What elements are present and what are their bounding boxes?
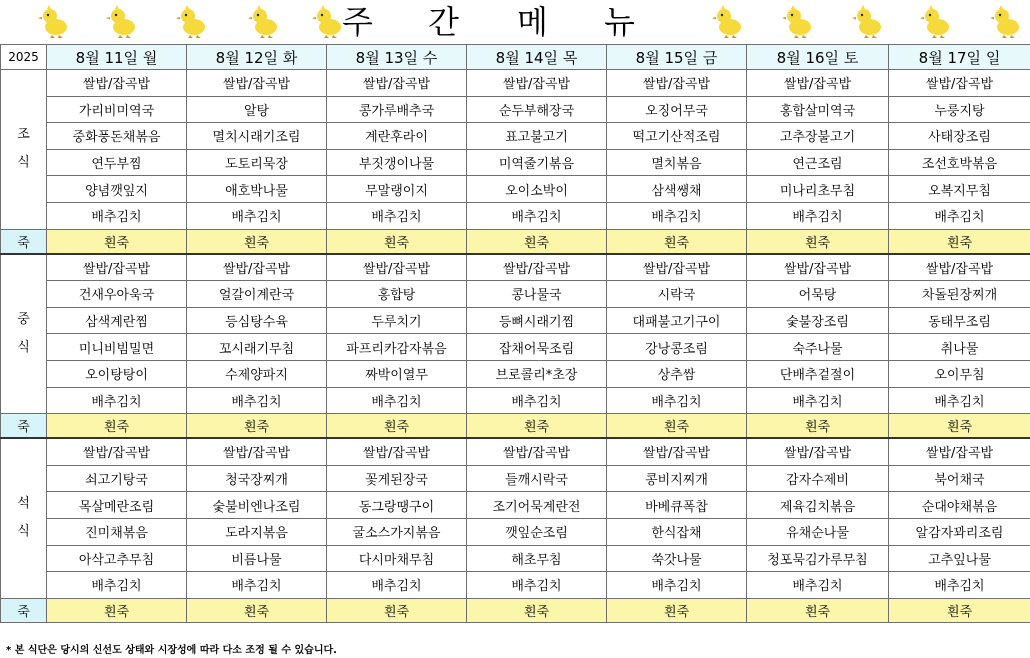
menu-item: 쌀밥/잡곡밥 [889, 254, 1030, 281]
menu-item: 바베큐폭찹 [607, 492, 747, 519]
menu-item: 잡채어묵조림 [467, 334, 607, 361]
menu-item: 취나물 [889, 334, 1030, 361]
menu-item: 꼬시래기무침 [187, 334, 327, 361]
menu-item: 쇠고기탕국 [47, 465, 187, 492]
menu-item: 쌀밥/잡곡밥 [607, 70, 747, 97]
menu-item: 배추김치 [889, 387, 1030, 414]
menu-item: 쌀밥/잡곡밥 [889, 438, 1030, 465]
menu-item: 단배추겉절이 [747, 360, 889, 387]
menu-item: 고추잎나물 [889, 545, 1030, 572]
porridge-label: 죽 [1, 414, 47, 439]
menu-item: 아삭고추무침 [47, 545, 187, 572]
menu-item: 배추김치 [607, 387, 747, 414]
menu-item: 가리비미역국 [47, 96, 187, 123]
menu-item: 건새우아욱국 [47, 281, 187, 308]
menu-item: 들깨시락국 [467, 465, 607, 492]
menu-row [1, 96, 1030, 123]
meal-label-char: 식 [17, 339, 30, 355]
porridge-item: 흰죽 [607, 229, 747, 254]
menu-item: 쌀밥/잡곡밥 [47, 70, 187, 97]
porridge-item: 흰죽 [47, 414, 187, 439]
duckling-icon [312, 4, 346, 38]
day-header: 8월 12일 화 [187, 45, 327, 70]
menu-item: 숯불비엔나조림 [187, 492, 327, 519]
menu-item: 배추김치 [187, 572, 327, 599]
title-bar [0, 0, 1030, 44]
menu-item: 배추김치 [327, 202, 467, 229]
menu-item: 감자수제비 [747, 465, 889, 492]
menu-item: 다시마채무침 [327, 545, 467, 572]
porridge-item: 흰죽 [467, 414, 607, 439]
porridge-item: 흰죽 [187, 229, 327, 254]
duckling-icon [106, 4, 140, 38]
porridge-row [1, 598, 1030, 622]
porridge-row [1, 414, 1030, 439]
menu-item: 배추김치 [889, 202, 1030, 229]
menu-item: 배추김치 [747, 387, 889, 414]
menu-item: 쌀밥/잡곡밥 [467, 70, 607, 97]
menu-item: 연두부찜 [47, 149, 187, 176]
menu-item: 쌀밥/잡곡밥 [607, 254, 747, 281]
day-header: 8월 17일 일 [889, 45, 1030, 70]
duckling-icon [712, 4, 746, 38]
porridge-row [1, 229, 1030, 254]
menu-item: 파프리카감자볶음 [327, 334, 467, 361]
porridge-item: 흰죽 [467, 598, 607, 622]
porridge-item: 흰죽 [889, 598, 1030, 622]
menu-item: 배추김치 [327, 572, 467, 599]
menu-item: 도토리묵장 [187, 149, 327, 176]
year-cell: 2025 [1, 45, 47, 70]
menu-row [1, 334, 1030, 361]
menu-item: 쌀밥/잡곡밥 [327, 254, 467, 281]
menu-row [1, 254, 1030, 281]
menu-item: 쌀밥/잡곡밥 [889, 70, 1030, 97]
menu-item: 쌀밥/잡곡밥 [187, 254, 327, 281]
duckling-icon [176, 4, 210, 38]
porridge-item: 흰죽 [327, 229, 467, 254]
menu-item: 꽃게된장국 [327, 465, 467, 492]
menu-item: 배추김치 [747, 202, 889, 229]
menu-row [1, 123, 1030, 150]
menu-item: 비름나물 [187, 545, 327, 572]
menu-row [1, 518, 1030, 545]
menu-item: 배추김치 [47, 387, 187, 414]
title-char-2: 간 [428, 3, 459, 41]
porridge-item: 흰죽 [747, 598, 889, 622]
menu-item: 배추김치 [607, 572, 747, 599]
menu-item: 조기어묵계란전 [467, 492, 607, 519]
menu-item: 쌀밥/잡곡밥 [467, 254, 607, 281]
menu-item: 시락국 [607, 281, 747, 308]
menu-item: 쌀밥/잡곡밥 [747, 70, 889, 97]
menu-item: 오복지무침 [889, 176, 1030, 203]
menu-row [1, 202, 1030, 229]
menu-item: 멸치시래기조림 [187, 123, 327, 150]
menu-item: 미나리초무침 [747, 176, 889, 203]
menu-item: 상추쌈 [607, 360, 747, 387]
menu-row [1, 438, 1030, 465]
menu-item: 목살메란조림 [47, 492, 187, 519]
meal-label-char: 조 [17, 127, 30, 143]
menu-item: 어묵탕 [747, 281, 889, 308]
menu-item: 청국장찌개 [187, 465, 327, 492]
menu-item: 한식잡채 [607, 518, 747, 545]
menu-item: 등심탕수육 [187, 307, 327, 334]
menu-item: 유채순나물 [747, 518, 889, 545]
menu-item: 계란후라이 [327, 123, 467, 150]
porridge-item: 흰죽 [607, 414, 747, 439]
menu-item: 배추김치 [467, 572, 607, 599]
duckling-icon [248, 4, 282, 38]
menu-item: 알감자꽈리조림 [889, 518, 1030, 545]
menu-item: 도라지볶음 [187, 518, 327, 545]
menu-item: 배추김치 [467, 387, 607, 414]
menu-row [1, 281, 1030, 308]
menu-item: 등뼈시래기찜 [467, 307, 607, 334]
menu-item: 미니비빔밀면 [47, 334, 187, 361]
menu-item: 쌀밥/잡곡밥 [327, 70, 467, 97]
menu-item: 쌀밥/잡곡밥 [47, 438, 187, 465]
porridge-item: 흰죽 [47, 598, 187, 622]
menu-item: 순두부해장국 [467, 96, 607, 123]
menu-item: 차돌된장찌개 [889, 281, 1030, 308]
menu-row [1, 572, 1030, 599]
menu-item: 브로콜리*초장 [467, 360, 607, 387]
meal-label-char: 석 [17, 496, 30, 512]
meal-label-char: 식 [17, 524, 30, 540]
title-char-3: 메 [517, 3, 548, 41]
menu-item: 쑥갓나물 [607, 545, 747, 572]
menu-item: 제육김치볶음 [747, 492, 889, 519]
menu-row [1, 465, 1030, 492]
menu-item: 진미채볶음 [47, 518, 187, 545]
day-header: 8월 13일 수 [327, 45, 467, 70]
porridge-item: 흰죽 [747, 229, 889, 254]
porridge-item: 흰죽 [187, 598, 327, 622]
menu-item: 떡고기산적조림 [607, 123, 747, 150]
menu-item: 표고불고기 [467, 123, 607, 150]
menu-item: 쌀밥/잡곡밥 [47, 254, 187, 281]
menu-item: 굴소스가지볶음 [327, 518, 467, 545]
menu-item: 오이소박이 [467, 176, 607, 203]
menu-item: 쌀밥/잡곡밥 [467, 438, 607, 465]
duckling-icon [38, 4, 72, 38]
porridge-item: 흰죽 [889, 414, 1030, 439]
menu-item: 북어채국 [889, 465, 1030, 492]
menu-item: 숙주나물 [747, 334, 889, 361]
lunch-label [1, 254, 47, 414]
porridge-item: 흰죽 [467, 229, 607, 254]
menu-item: 사태장조림 [889, 123, 1030, 150]
menu-item: 대패불고기구이 [607, 307, 747, 334]
meal-label-char: 식 [17, 155, 30, 171]
menu-item: 콩나물국 [467, 281, 607, 308]
menu-item: 배추김치 [607, 202, 747, 229]
menu-item: 쌀밥/잡곡밥 [747, 438, 889, 465]
duckling-icon [852, 4, 886, 38]
title-char-4: 뉴 [604, 3, 635, 41]
menu-item: 애호박나물 [187, 176, 327, 203]
menu-item: 쌀밥/잡곡밥 [747, 254, 889, 281]
menu-row [1, 307, 1030, 334]
menu-item: 오징어무국 [607, 96, 747, 123]
menu-item: 해초무침 [467, 545, 607, 572]
footnote: * 본 식단은 당시의 신선도 상태와 시장성에 따라 다소 조정 될 수 있습니다. [6, 645, 337, 656]
menu-item: 고추장불고기 [747, 123, 889, 150]
porridge-item: 흰죽 [607, 598, 747, 622]
porridge-item: 흰죽 [327, 598, 467, 622]
menu-item: 배추김치 [327, 387, 467, 414]
porridge-item: 흰죽 [47, 229, 187, 254]
menu-item: 쌀밥/잡곡밥 [607, 438, 747, 465]
menu-item: 깻잎순조림 [467, 518, 607, 545]
menu-row [1, 492, 1030, 519]
porridge-item: 흰죽 [327, 414, 467, 439]
menu-item: 얼갈이계란국 [187, 281, 327, 308]
menu-item: 부짓갱이나물 [327, 149, 467, 176]
menu-row [1, 149, 1030, 176]
menu-item: 연근조림 [747, 149, 889, 176]
menu-row [1, 387, 1030, 414]
menu-item: 알탕 [187, 96, 327, 123]
menu-item: 삼색쌩채 [607, 176, 747, 203]
menu-item: 조선호박볶음 [889, 149, 1030, 176]
duckling-icon [782, 4, 816, 38]
menu-item: 짜박이열무 [327, 360, 467, 387]
menu-item: 홍합살미역국 [747, 96, 889, 123]
menu-item: 쌀밥/잡곡밥 [187, 438, 327, 465]
menu-item: 배추김치 [889, 572, 1030, 599]
menu-item: 동그랑땡구이 [327, 492, 467, 519]
menu-item: 두루치기 [327, 307, 467, 334]
menu-item: 배추김치 [467, 202, 607, 229]
menu-item: 배추김치 [47, 572, 187, 599]
weekly-menu-table [0, 44, 1030, 623]
title-char-1: 주 [342, 3, 373, 41]
menu-row [1, 70, 1030, 97]
menu-item: 동태무조림 [889, 307, 1030, 334]
dinner-label [1, 438, 47, 598]
menu-item: 청포묵김가루무침 [747, 545, 889, 572]
menu-item: 배추김치 [47, 202, 187, 229]
menu-item: 무말랭이지 [327, 176, 467, 203]
menu-item: 오이무침 [889, 360, 1030, 387]
porridge-label: 죽 [1, 598, 47, 622]
menu-item: 숯불장조림 [747, 307, 889, 334]
breakfast-label [1, 70, 47, 230]
menu-row [1, 360, 1030, 387]
day-header: 8월 15일 금 [607, 45, 747, 70]
menu-row [1, 176, 1030, 203]
menu-item: 삼색계란찜 [47, 307, 187, 334]
menu-item: 쌀밥/잡곡밥 [187, 70, 327, 97]
menu-item: 멸치볶음 [607, 149, 747, 176]
duckling-icon [990, 4, 1024, 38]
menu-row [1, 545, 1030, 572]
duckling-icon [920, 4, 954, 38]
header-row [1, 45, 1030, 70]
menu-item: 홍합탕 [327, 281, 467, 308]
menu-item: 강낭콩조림 [607, 334, 747, 361]
menu-item: 순대야채볶음 [889, 492, 1030, 519]
menu-item: 수제양파지 [187, 360, 327, 387]
porridge-item: 흰죽 [747, 414, 889, 439]
menu-item: 오이탕탕이 [47, 360, 187, 387]
menu-item: 배추김치 [187, 387, 327, 414]
meal-label-char: 중 [17, 311, 30, 327]
menu-item: 배추김치 [187, 202, 327, 229]
day-header: 8월 14일 목 [467, 45, 607, 70]
porridge-label: 죽 [1, 229, 47, 254]
menu-item: 콩비지찌개 [607, 465, 747, 492]
day-header: 8월 16일 토 [747, 45, 889, 70]
menu-item: 미역줄기볶음 [467, 149, 607, 176]
menu-item: 콩가루배추국 [327, 96, 467, 123]
menu-item: 배추김치 [747, 572, 889, 599]
porridge-item: 흰죽 [889, 229, 1030, 254]
porridge-item: 흰죽 [187, 414, 327, 439]
menu-item: 쌀밥/잡곡밥 [327, 438, 467, 465]
menu-item: 중화풍돈채볶음 [47, 123, 187, 150]
menu-item: 양념깻잎지 [47, 176, 187, 203]
day-header: 8월 11일 월 [47, 45, 187, 70]
menu-item: 누룽지탕 [889, 96, 1030, 123]
